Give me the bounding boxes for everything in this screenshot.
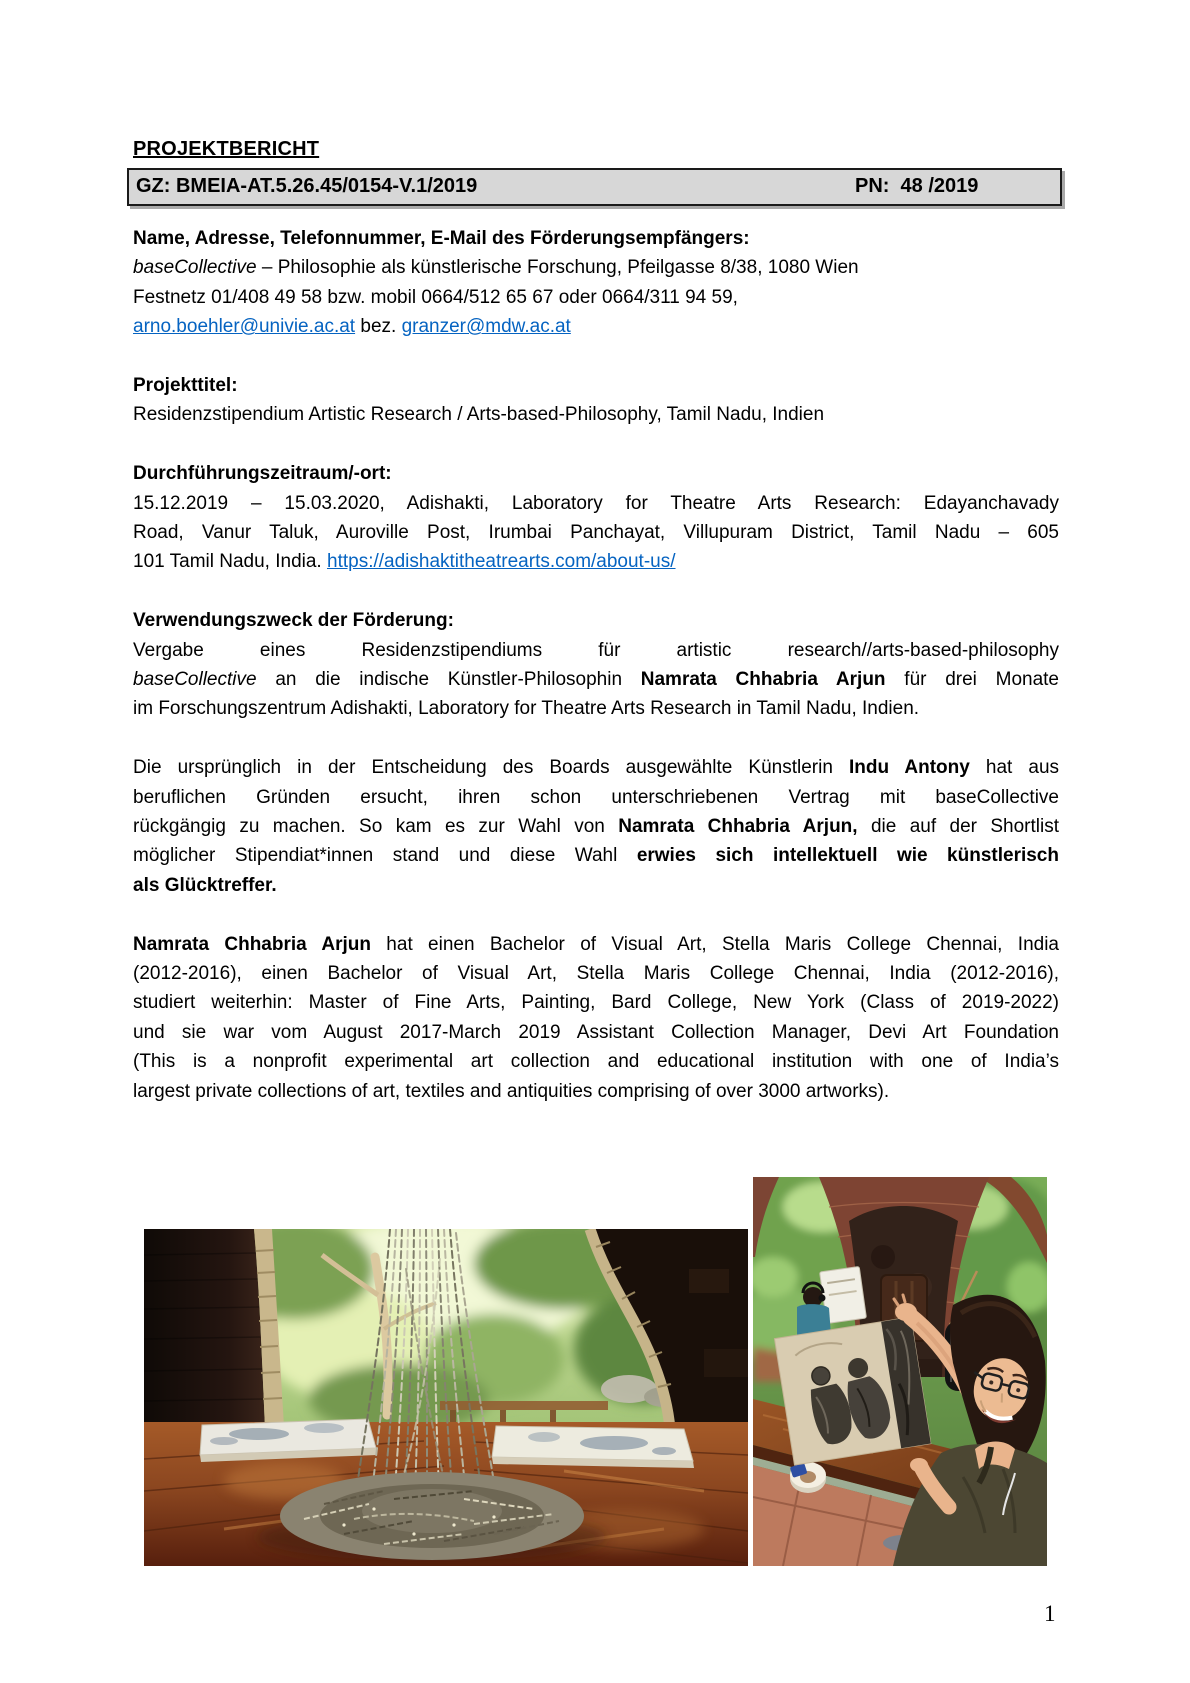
text-segment: Namrata Chhabria Arjun bbox=[640, 669, 886, 691]
text-line bbox=[133, 312, 1059, 341]
text-segment: largest private collections of art, textiles and antiquities comprising of over 3000 artworks). bbox=[133, 1080, 890, 1102]
text-line bbox=[133, 400, 1059, 429]
hyperlink[interactable]: https://adishaktitheatrearts.com/about-us/ bbox=[327, 551, 676, 573]
duration-heading bbox=[133, 459, 1059, 488]
text-segment: (This is a nonprofit experimental art collection and educational institution with one of India’s bbox=[133, 1051, 1059, 1073]
text-line bbox=[133, 988, 1059, 1017]
text-segment: rückgängig zu machen. So kam es zur Wahl von bbox=[133, 816, 619, 838]
photo-safety-pin-sculpture bbox=[144, 1229, 748, 1566]
text-segment: und sie war vom August 2017-March 2019 Assistant Collection Manager, Devi Art Foundation bbox=[133, 1021, 1059, 1043]
text-segment: Vergabe eines Residenzstipendiums für artistic research//arts-based-philosophy bbox=[133, 639, 1059, 661]
recipient-details bbox=[133, 253, 1059, 341]
project-title bbox=[133, 400, 1059, 429]
spacer bbox=[133, 577, 1059, 606]
text-segment: Name, Adresse, Telefonnummer, E-Mail des Förderungsempfängers: bbox=[133, 228, 750, 249]
text-segment: an die indische Künstler-Philosophin bbox=[256, 669, 641, 691]
text-segment: (2012-2016), einen Bachelor of Visual Art, Stella Maris College Chennai, India (2012-2016), bbox=[133, 963, 1059, 985]
text-segment: Festnetz 01/408 49 58 bzw. mobil 0664/512 65 67 oder 0664/311 94 59, bbox=[133, 286, 738, 308]
bio-paragraph bbox=[133, 930, 1059, 1106]
text-line bbox=[133, 253, 1059, 282]
text-line bbox=[133, 753, 1059, 782]
document-title: PROJEKTBERICHT bbox=[133, 138, 320, 160]
text-line bbox=[133, 547, 1059, 576]
text-segment: Road, Vanur Taluk, Auroville Post, Irumbai Panchayat, Villupuram District, Tamil Nadu – 605 bbox=[133, 522, 1059, 544]
project-number-pn: PN: 48 /2019 bbox=[855, 175, 979, 197]
text-line bbox=[133, 841, 1059, 870]
text-segment: Die ursprünglich in der Entscheidung des Boards ausgewählte Künstlerin bbox=[133, 757, 849, 779]
text-line bbox=[133, 224, 1059, 253]
text-segment: im Forschungszentrum Adishakti, Laboratory for Theatre Arts Research in Tamil Nadu, Indien. bbox=[133, 698, 920, 720]
text-line bbox=[133, 1077, 1059, 1106]
text-line bbox=[133, 459, 1059, 488]
charcoal-drawing bbox=[774, 1317, 930, 1465]
text-segment: Residenzstipendium Artistic Research / Arts-based-Philosophy, Tamil Nadu, Indien bbox=[133, 404, 825, 426]
text-line bbox=[133, 606, 1059, 635]
text-segment: die auf der Shortlist bbox=[857, 816, 1059, 838]
hyperlink[interactable]: granzer@mdw.ac.at bbox=[401, 316, 571, 338]
text-line bbox=[133, 871, 1059, 900]
file-number-gz: GZ: BMEIA-AT.5.26.45/0154-V.1/2019 bbox=[136, 175, 478, 197]
text-segment: Verwendungszweck der Förderung: bbox=[133, 610, 454, 632]
text-line bbox=[133, 636, 1059, 665]
spacer bbox=[133, 342, 1059, 371]
text-line bbox=[133, 812, 1059, 841]
text-line bbox=[133, 1018, 1059, 1047]
text-segment: Namrata Chhabria Arjun, bbox=[618, 816, 858, 838]
text-segment: Indu Antony bbox=[848, 757, 970, 779]
text-segment: möglicher Stipendiat*innen stand und diese Wahl bbox=[133, 845, 637, 867]
text-segment: studiert weiterhin: Master of Fine Arts, Painting, Bard College, New York (Class of 2019-2022) bbox=[133, 992, 1059, 1014]
text-line bbox=[133, 930, 1059, 959]
text-line bbox=[133, 665, 1059, 694]
duration-details bbox=[133, 489, 1059, 577]
hyperlink[interactable]: arno.boehler@univie.ac.at bbox=[133, 316, 356, 338]
text-segment: erwies sich intellektuell wie künstlerisch bbox=[636, 845, 1059, 867]
text-segment: für drei Monate bbox=[885, 669, 1060, 691]
text-segment: beruflichen Gründen ersucht, ihren schon unterschriebenen Vertrag mit baseCollective bbox=[133, 786, 1059, 808]
purpose-details bbox=[133, 636, 1059, 724]
project-title-heading bbox=[133, 371, 1059, 400]
recipient-heading bbox=[133, 224, 1059, 253]
text-segment: 15.12.2019 – 15.03.2020, Adishakti, Laboratory for Theatre Arts Research: Edayanchavady bbox=[133, 492, 1059, 514]
left-brick-pillar bbox=[144, 1229, 284, 1429]
photo-artist-holding-drawing bbox=[753, 1177, 1047, 1566]
text-segment: Projekttitel: bbox=[133, 375, 238, 397]
text-segment: Durchführungszeitraum/-ort: bbox=[133, 463, 392, 485]
text-line bbox=[133, 1047, 1059, 1076]
page-number: 1 bbox=[1044, 1601, 1056, 1626]
spacer bbox=[133, 724, 1059, 753]
change-paragraph bbox=[133, 753, 1059, 900]
text-segment: 101 Tamil Nadu, India. bbox=[133, 551, 327, 573]
spacer bbox=[133, 900, 1059, 929]
text-line bbox=[133, 371, 1059, 400]
text-segment: Namrata Chhabria Arjun bbox=[133, 933, 371, 955]
purpose-heading bbox=[133, 606, 1059, 635]
document-body bbox=[133, 224, 1059, 1106]
text-segment: baseCollective bbox=[133, 669, 257, 691]
text-line bbox=[133, 783, 1059, 812]
text-segment: baseCollective bbox=[133, 257, 257, 279]
text-segment: hat aus bbox=[969, 757, 1060, 779]
text-line bbox=[133, 283, 1059, 312]
reference-bar bbox=[127, 168, 1062, 206]
masking-tape-roll bbox=[790, 1462, 826, 1493]
spacer bbox=[133, 430, 1059, 459]
text-line bbox=[133, 694, 1059, 723]
text-line bbox=[133, 489, 1059, 518]
text-segment: als Glücktreffer. bbox=[133, 874, 277, 896]
text-segment: – Philosophie als künstlerische Forschung, Pfeilgasse 8/38, 1080 Wien bbox=[256, 257, 859, 279]
text-segment: bez. bbox=[355, 316, 402, 338]
text-line bbox=[133, 959, 1059, 988]
text-segment: hat einen Bachelor of Visual Art, Stella Maris College Chennai, India bbox=[370, 933, 1059, 955]
text-line bbox=[133, 518, 1059, 547]
